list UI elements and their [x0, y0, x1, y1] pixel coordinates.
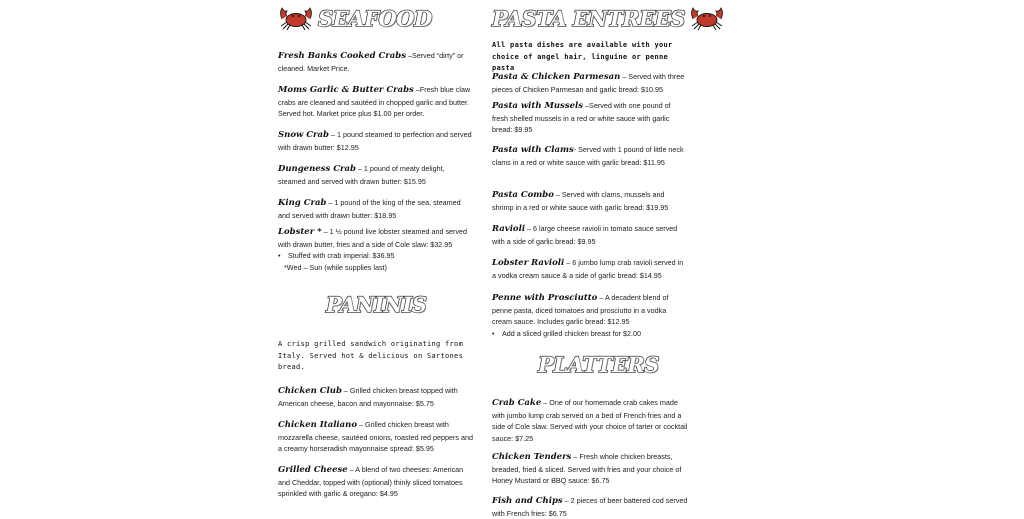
- item-name: Chicken Italiano: [278, 420, 358, 430]
- item-name: Pasta with Mussels: [492, 101, 584, 111]
- item-name: Lobster Ravioli: [492, 258, 565, 268]
- crab-icon: [278, 5, 314, 31]
- item-name: Snow Crab: [278, 130, 329, 140]
- platters-heading: [538, 352, 659, 377]
- item-desc: –Served with one pound of fresh shelled mussels in a red or white sauce with garlic bread: $9.95: [492, 101, 671, 134]
- menu-item: [492, 292, 688, 339]
- menu-item: [492, 451, 688, 487]
- item-desc: – One of our homemade crab cakes made with jumbo lump crab served on a bed of French fries and a side of Cole slaw. Served with your choice of tarter or cocktail sauce: $7.25: [492, 398, 688, 443]
- item-desc: –Fresh blue claw crabs are cleaned and sautéed in chopped garlic and butter. Served hot. Market price plus $1.00 per order.: [278, 85, 471, 118]
- item-name: Dungeness Crab: [278, 164, 356, 174]
- item-desc: – 1 pound of meaty delight, steamed and served with drawn butter: $15.95: [278, 164, 445, 186]
- platters-title: PLATTERS: [538, 352, 659, 377]
- item-desc: – 6 jumbo lump crab ravioli served in a vodka cream sauce & a side of garlic bread: $14.95: [492, 258, 684, 280]
- menu-item: [278, 163, 474, 187]
- menu-item: [492, 495, 688, 519]
- item-desc: – Grilled chicken breast with mozzarella cheese, sautéed onions, roasted red peppers and a creamy horseradish mayonnaise spread: $5.95: [278, 420, 473, 453]
- menu-item: [492, 257, 688, 281]
- seafood-heading: [278, 5, 432, 31]
- item-desc: – 1 pound steamed to perfection and served with drawn butter: $12.95: [278, 130, 472, 152]
- item-name: Moms Garlic & Butter Crabs: [278, 85, 414, 95]
- item-desc: – A blend of two cheeses: American and Cheddar, topped with (optional) thinly sliced tomatoes sprinkled with garlic & oregano: $4.95: [278, 465, 464, 498]
- item-desc: – 2 pieces of beer battered cod served with French fries: $6.75: [492, 496, 688, 518]
- item-name: Penne with Prosciutto: [492, 293, 598, 303]
- menu-item: [278, 84, 474, 120]
- paninis-intro: A crisp grilled sandwich originating from Italy. Served hot & delicious on Sartones bread.: [278, 340, 464, 371]
- item-name: Lobster *: [278, 227, 322, 237]
- menu-item: [278, 197, 474, 221]
- item-name: Chicken Club: [278, 386, 342, 396]
- item-desc: – 1 pound of the king of the sea, steamed and served with drawn butter: $18.95: [278, 198, 461, 220]
- item-desc: – 1 ½ pound live lobster steamed and served with drawn butter, fries and a side of Cole slaw: $32.95: [278, 227, 468, 249]
- item-desc: – Served with three pieces of Chicken Parmesan and garlic bread: $10.95: [492, 72, 685, 94]
- menu-item: [278, 385, 474, 409]
- item-note: *Wed – Sun (while supplies last): [284, 262, 387, 272]
- menu-item: [278, 464, 474, 500]
- item-desc: - Served with 1 pound of little neck clams in a red or white sauce with garlic bread: $11.95: [492, 145, 684, 167]
- menu-item: [492, 223, 688, 247]
- menu-item: [492, 397, 688, 444]
- item-name: Crab Cake: [492, 398, 542, 408]
- menu-item: [278, 50, 474, 74]
- pasta-heading: [492, 5, 725, 31]
- paninis-heading: [326, 292, 426, 317]
- pasta-intro: All pasta dishes are available with your choice of angel hair, linguine or penne pasta: [492, 41, 673, 72]
- menu-item: [278, 419, 474, 455]
- item-desc: – Served with clams, mussels and shrimp in a red or white sauce with garlic bread: $19.95: [492, 190, 669, 212]
- paninis-title: PANINIS: [326, 292, 427, 317]
- menu-item: [278, 129, 474, 153]
- item-name: Pasta Combo: [492, 190, 554, 200]
- pasta-title: PASTA ENTREES: [492, 5, 685, 31]
- item-name: Fresh Banks Cooked Crabs: [278, 51, 406, 61]
- item-name: Pasta with Clams: [492, 145, 574, 155]
- item-desc: – A decadent blend of penne pasta, diced tomatoes and prosciutto in a vodka cream sauce. Includes garlic bread: $12.95: [492, 293, 669, 326]
- item-option: • Add a sliced grilled chicken breast for $2.00: [492, 328, 688, 340]
- item-name: Grilled Cheese: [278, 465, 348, 475]
- item-name: Pasta & Chicken Parmesan: [492, 72, 621, 82]
- item-name: King Crab: [278, 198, 327, 208]
- menu-item: [492, 189, 688, 213]
- menu-item: [492, 100, 688, 136]
- item-desc: – Fresh whole chicken breasts, breaded, fried & sliced. Served with fries and your choice of Honey Mustard or BBQ sauce: $6.75: [492, 452, 682, 485]
- crab-icon: [689, 5, 725, 31]
- menu-item: [278, 226, 474, 273]
- item-name: Ravioli: [492, 224, 526, 234]
- item-option: • Stuffed with crab imperial: $36.95: [278, 250, 474, 262]
- menu-item: [492, 71, 688, 95]
- item-desc: –Served “dirty” or cleaned. Market Price.: [278, 51, 464, 73]
- menu-item: [492, 144, 688, 168]
- item-name: Chicken Tenders: [492, 452, 572, 462]
- item-name: Fish and Chips: [492, 496, 563, 506]
- seafood-title: SEAFOOD: [318, 5, 432, 31]
- item-desc: – Grilled chicken breast topped with American cheese, bacon and mayonnaise: $5.75: [278, 386, 458, 408]
- item-desc: – 6 large cheese ravioli in tomato sauce served with a side of garlic bread: $9.95: [492, 224, 678, 246]
